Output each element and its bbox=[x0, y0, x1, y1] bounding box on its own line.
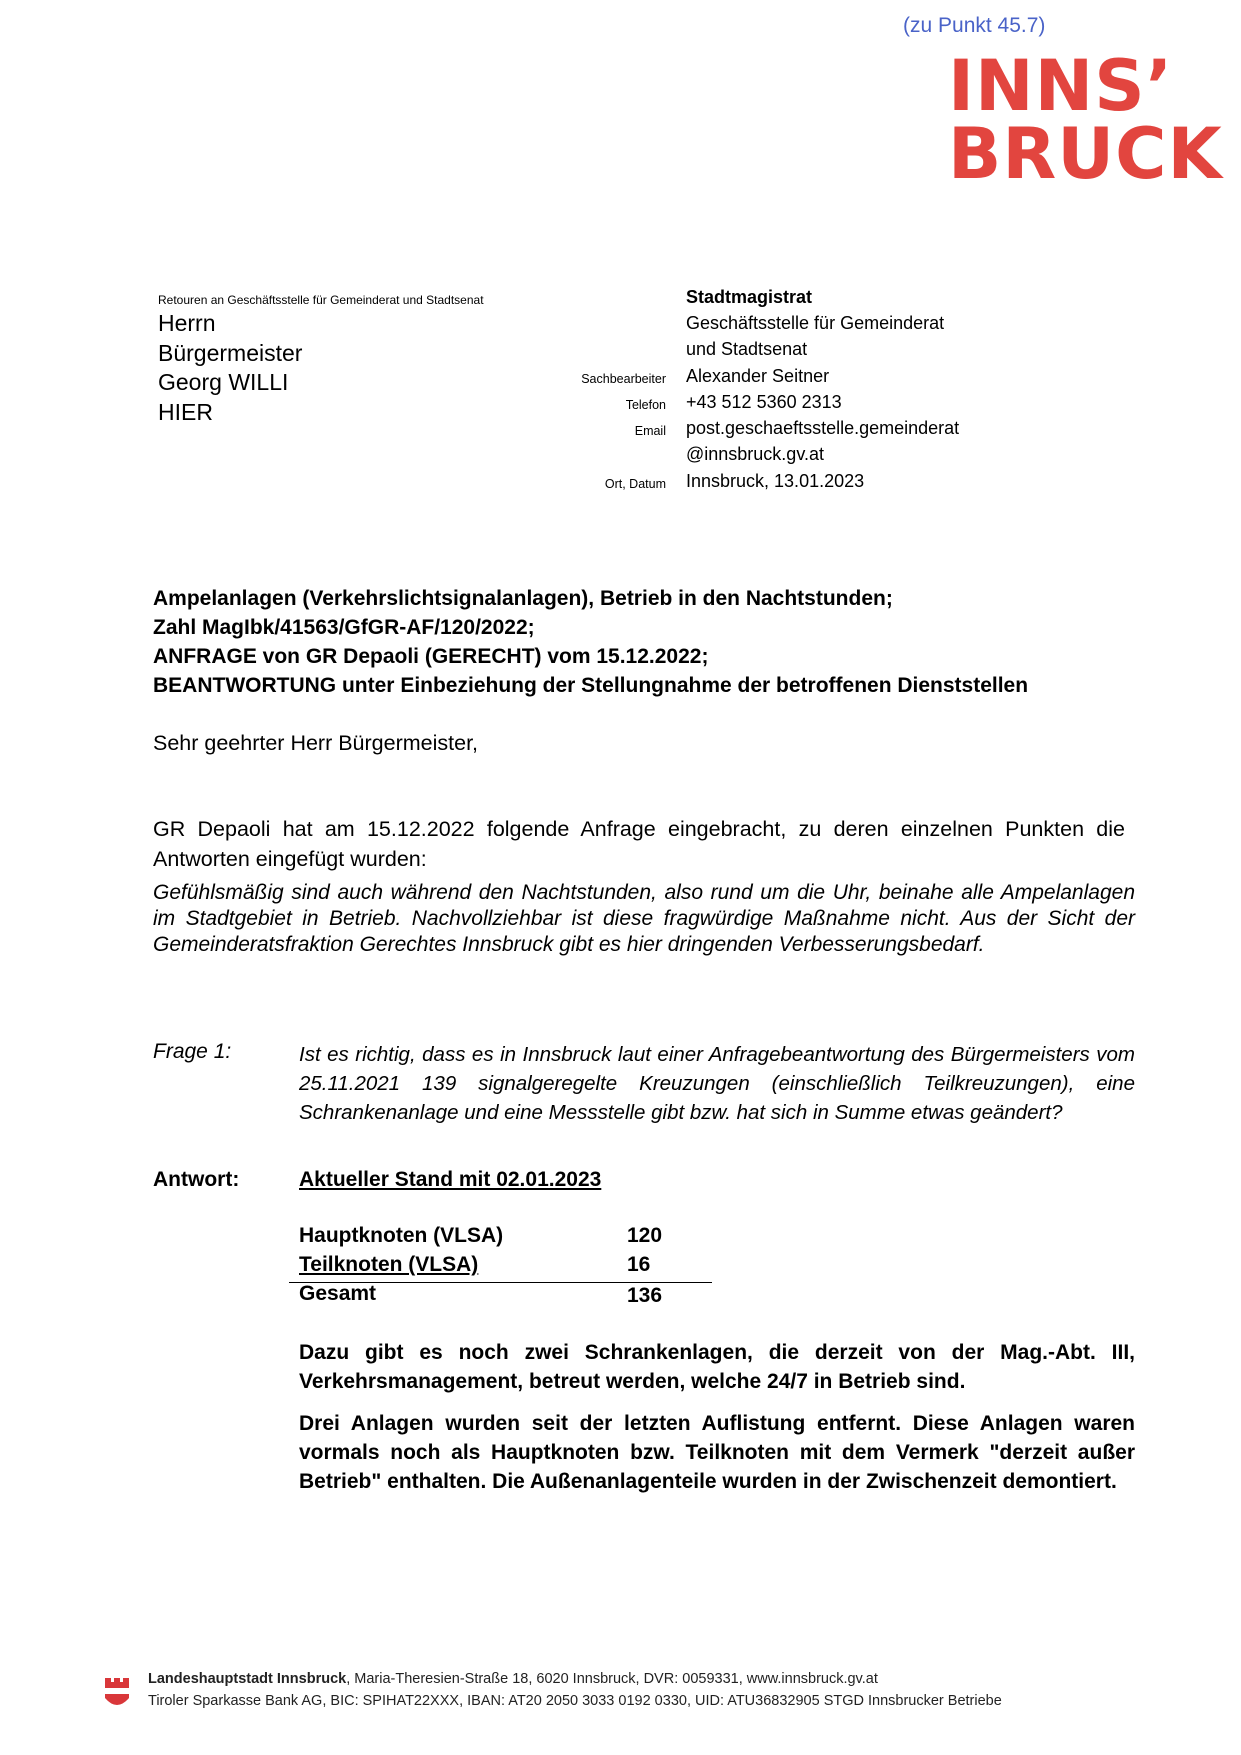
recipient-line: HIER bbox=[158, 398, 213, 425]
counts-table bbox=[299, 1224, 712, 1313]
question-text: Ist es richtig, dass es in Innsbruck laut einer Anfragebeantwortung des Bürgermeisters vom 25.11.2021 139 signalgeregelte Kreuzungen (einschließlich Teilkreuzungen), eine Schrankenanlage und eine Messstelle gibt bzw. hat sich in Summe etwas geändert? bbox=[299, 1043, 1135, 1124]
sender-department: Geschäftsstelle für Gemeinderat bbox=[686, 313, 945, 333]
logo-line-2: BRUCK bbox=[948, 113, 1223, 195]
subject-line: Zahl MagIbk/41563/GfGR-AF/120/2022; bbox=[153, 616, 535, 639]
table-row bbox=[299, 1253, 712, 1282]
clerk-label: Sachbearbeiter bbox=[581, 372, 666, 386]
subject-line: BEANTWORTUNG unter Einbeziehung der Stellungnahme der betroffenen Dienststellen bbox=[153, 674, 1029, 697]
table-row-total bbox=[299, 1284, 712, 1313]
footer-bank: Tiroler Sparkasse Bank AG, BIC: SPIHAT22XXX, IBAN: AT20 2050 3033 0192 0330, UID: ATU36832905 STGD Innsbrucker Betriebe bbox=[148, 1693, 1002, 1709]
recipient-address bbox=[158, 309, 302, 427]
answer-paragraph: Drei Anlagen wurden seit der letzten Auflistung entfernt. Diese Anlagen waren vormals noch als Hauptknoten bzw. Teilknoten mit dem Vermerk "derzeit außer Betrieb" enthalten. Die Außenanlagenteile wurden in der Zwischenzeit demontiert. bbox=[299, 1412, 1135, 1493]
subject-block bbox=[153, 584, 1028, 700]
innsbruck-logo bbox=[948, 45, 1223, 195]
recipient-line: Georg WILLI bbox=[158, 369, 289, 395]
intro-paragraph: GR Depaoli hat am 15.12.2022 folgende Anfrage eingebracht, zu deren einzelnen Punkten die Antworten eingefügt wurden: bbox=[153, 817, 1125, 871]
row-name: Teilknoten (VLSA) bbox=[299, 1253, 479, 1276]
answer-heading: Aktueller Stand mit 02.01.2023 bbox=[299, 1168, 602, 1191]
email-address: post.geschaeftsstelle.gemeinderat bbox=[686, 418, 960, 438]
subject-line: Ampelanlagen (Verkehrslichtsignalanlagen), Betrieb in den Nachtstunden; bbox=[153, 587, 893, 610]
footer-text bbox=[148, 1668, 1002, 1712]
inquiry-quote: Gefühlsmäßig sind auch während den Nachtstunden, also rund um die Uhr, beinahe alle Ampelanlagen im Stadtgebiet in Betrieb. Nachvollziehbar ist diese fragwürdige Maßnahme nicht. Aus der Sicht der Gemeinderatsfraktion Gerechtes Innsbruck gibt es hier dringenden Verbesserungsbedarf. bbox=[153, 881, 1135, 956]
phone-number: +43 512 5360 2313 bbox=[686, 392, 842, 412]
recipient-line: Bürgermeister bbox=[158, 339, 303, 366]
question-label: Frage 1: bbox=[153, 1040, 232, 1063]
row-name: Hauptknoten (VLSA) bbox=[299, 1224, 504, 1247]
salutation: Sehr geehrter Herr Bürgermeister, bbox=[153, 731, 479, 755]
answer-label: Antwort: bbox=[153, 1168, 240, 1191]
return-address-line: Retouren an Geschäftsstelle für Gemeinderat und Stadtsenat bbox=[158, 293, 484, 307]
logo-line-1: INNS’ bbox=[948, 45, 1174, 127]
sender-office: Stadtmagistrat bbox=[686, 287, 813, 307]
recipient-line: Herrn bbox=[158, 310, 216, 336]
email-address-cont: @innsbruck.gv.at bbox=[686, 444, 824, 464]
subject-line: ANFRAGE von GR Depaoli (GERECHT) vom 15.12.2022; bbox=[153, 645, 709, 668]
email-label: Email bbox=[634, 424, 666, 438]
place-date: Innsbruck, 13.01.2023 bbox=[686, 471, 865, 491]
agenda-reference: (zu Punkt 45.7) bbox=[903, 14, 1046, 37]
footer-org: Landeshauptstadt Innsbruck bbox=[148, 1671, 347, 1687]
sender-department-cont: und Stadtsenat bbox=[686, 339, 808, 359]
phone-label: Telefon bbox=[625, 398, 666, 412]
clerk-name: Alexander Seitner bbox=[686, 366, 830, 386]
table-row bbox=[299, 1224, 712, 1253]
row-value: 136 bbox=[627, 1284, 663, 1307]
footer-address: , Maria-Theresien-Straße 18, 6020 Innsbruck, DVR: 0059331, www.innsbruck.gv.at bbox=[346, 1671, 878, 1687]
place-date-label: Ort, Datum bbox=[604, 477, 666, 491]
row-value: 16 bbox=[627, 1253, 651, 1276]
answer-paragraph: Dazu gibt es noch zwei Schrankenlagen, die derzeit von der Mag.-Abt. III, Verkehrsmanagement, betreut werden, welche 24/7 in Betrieb sind. bbox=[299, 1341, 1135, 1393]
city-crest-icon bbox=[103, 1674, 131, 1710]
row-name: Gesamt bbox=[299, 1282, 377, 1305]
row-value: 120 bbox=[627, 1224, 663, 1247]
